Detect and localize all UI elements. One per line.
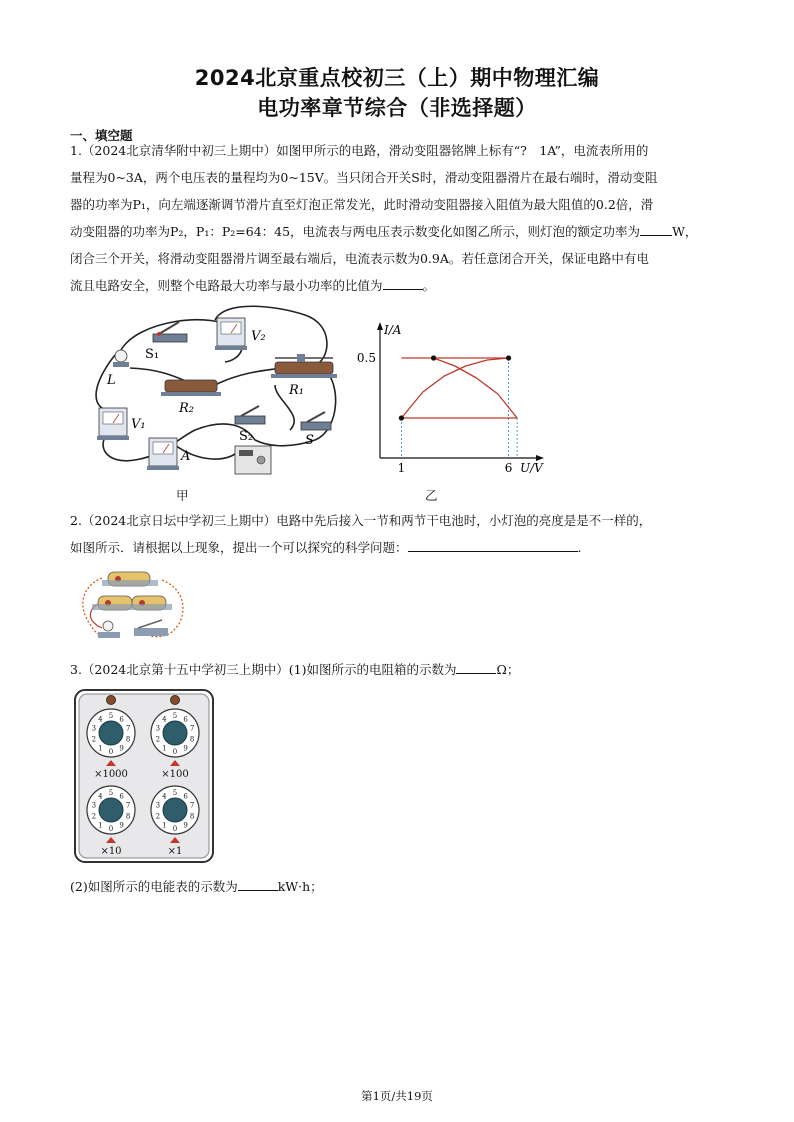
dial-digit: 0 <box>172 825 178 833</box>
resistance-box-figure <box>73 688 215 864</box>
dial-digit: 2 <box>91 812 97 821</box>
q1-line-6 <box>70 272 730 299</box>
battery-single <box>102 572 158 586</box>
q3-line-2-text: (2)如图所示的电能表的示数为 <box>70 879 238 894</box>
caption-yi: 乙 <box>425 488 438 503</box>
dial-digit: 2 <box>155 735 161 744</box>
dial-digit: 7 <box>189 801 195 810</box>
dial-digit: 8 <box>189 735 195 744</box>
data-point-2 <box>506 355 511 360</box>
label-r1: R₁ <box>289 383 304 398</box>
dial-digit: 5 <box>172 789 178 797</box>
label-a: A <box>181 449 191 464</box>
dial-digit: 1 <box>162 821 167 830</box>
dial-digit: 2 <box>155 812 161 821</box>
label-v2: V₂ <box>251 329 266 344</box>
dial-digit: 3 <box>91 801 97 810</box>
data-point-1 <box>431 355 436 360</box>
label-s1: S₁ <box>145 347 160 362</box>
label-s2: S₂ <box>239 429 254 444</box>
question-2 <box>70 507 730 561</box>
page-footer: 第1页/共19页 <box>361 1089 433 1103</box>
ammeter-a <box>147 438 179 470</box>
terminal-knob <box>107 696 116 705</box>
q1-line-4-unit: W， <box>672 224 698 239</box>
iu-chart-yi <box>352 322 552 482</box>
dial-digit: 1 <box>98 744 103 753</box>
dial-digit: 5 <box>172 712 178 720</box>
caption-jia: 甲 <box>176 488 189 503</box>
q3-answer-blank-2[interactable] <box>238 877 278 891</box>
series-line-3 <box>434 358 518 418</box>
q2-line-1: 2.（2024北京日坛中学初三上期中）电路中先后接入一节和两节干电池时，小灯泡的亮度是是不一样的， <box>70 513 652 528</box>
question-1 <box>70 137 730 299</box>
dial-digit: 3 <box>155 724 161 733</box>
dial-digit: 9 <box>183 821 188 830</box>
y-axis-arrow <box>377 322 383 330</box>
q1-answer-blank-2[interactable] <box>383 276 423 290</box>
data-point-0 <box>399 415 404 420</box>
dial-digit: 7 <box>125 801 131 810</box>
dial-digit: 6 <box>183 792 188 801</box>
label-v1: V₁ <box>131 417 146 432</box>
lamp-and-switch <box>98 620 168 638</box>
label-l: L <box>107 373 116 388</box>
q1-line-6-text: 流且电路安全，则整个电路最大功率与最小功率的比值为 <box>70 278 383 293</box>
switch-s <box>301 412 331 430</box>
terminal-knob <box>171 696 180 705</box>
dial-digit: 7 <box>125 724 131 733</box>
dial-digit: 4 <box>98 715 103 724</box>
power-supply <box>235 446 271 474</box>
resistor-r2 <box>161 380 221 396</box>
dial-digit: 5 <box>108 712 114 720</box>
dial-knob[interactable] <box>99 721 123 745</box>
dial-digit: 6 <box>119 715 124 724</box>
dial-digit: 2 <box>91 735 97 744</box>
dial-digit: 7 <box>189 724 195 733</box>
dial-digit: 0 <box>172 748 178 756</box>
dial-digit: 3 <box>91 724 97 733</box>
dial-knob[interactable] <box>163 721 187 745</box>
q1-line-4 <box>70 218 730 245</box>
q3-line-1 <box>70 656 730 683</box>
label-r2: R₂ <box>179 401 194 416</box>
y-tick-label-0.5: 0.5 <box>356 351 376 365</box>
q1-answer-blank-1[interactable] <box>640 222 672 236</box>
x-axis-label: U/V <box>520 461 543 475</box>
q2-answer-blank[interactable] <box>408 538 578 552</box>
battery-double <box>92 596 172 610</box>
dial-digit: 3 <box>155 801 161 810</box>
switch-s2 <box>235 406 265 424</box>
dial-knob[interactable] <box>163 798 187 822</box>
dial-digit: 4 <box>162 792 167 801</box>
dial-digit: 0 <box>108 825 114 833</box>
dial-digit: 0 <box>108 748 114 756</box>
q3-answer-blank-1[interactable] <box>456 660 496 674</box>
dial-multiplier-label: ×1000 <box>94 769 128 780</box>
q2-line-2-text: 如图所示．请根据以上现象，提出一个可以探究的科学问题： <box>70 540 408 555</box>
dial-digit: 4 <box>98 792 103 801</box>
q3-line-1-unit: Ω； <box>496 662 520 677</box>
question-3-part-1 <box>70 656 730 683</box>
question-3-part-2 <box>70 873 730 900</box>
rheostat-r1 <box>271 354 337 378</box>
dial-multiplier-label: ×100 <box>161 769 189 780</box>
battery-circuit-figure <box>72 566 192 648</box>
lamp-l <box>113 350 129 367</box>
dial-digit: 9 <box>119 821 124 830</box>
dial-digit: 8 <box>125 735 131 744</box>
label-s: S <box>305 433 314 448</box>
dial-digit: 5 <box>108 789 114 797</box>
dial-digit: 9 <box>119 744 124 753</box>
x-tick-label-1: 1 <box>397 461 406 475</box>
voltmeter-v1 <box>97 408 129 440</box>
q1-line-2: 量程为0~3A，两个电压表的量程均为0~15V。当只闭合开关S时，滑动变阻器滑片在最右端时，滑动变阻 <box>70 170 658 185</box>
q3-line-2 <box>70 873 730 900</box>
dial-multiplier-label: ×10 <box>100 846 122 857</box>
dial-digit: 6 <box>119 792 124 801</box>
q3-line-1-text: 3.（2024北京第十五中学初三上期中）(1)如图所示的电阻箱的示数为 <box>70 662 457 677</box>
q2-line-2 <box>70 534 730 561</box>
dial-digit: 6 <box>183 715 188 724</box>
page-title-line2: 电功率章节综合（非选择题） <box>257 96 537 120</box>
dial-knob[interactable] <box>99 798 123 822</box>
q3-line-2-unit: kW·h； <box>277 879 323 894</box>
dial-digit: 4 <box>162 715 167 724</box>
q1-line-3: 器的功率为P₁，向左端逐渐调节滑片直至灯泡正常发光，此时滑动变阻器接入阻值为最大阻值的0.2倍，滑 <box>70 197 654 212</box>
dial-digit: 1 <box>98 821 103 830</box>
dial-digit: 8 <box>125 812 131 821</box>
dial-digit: 1 <box>162 744 167 753</box>
series-line-2 <box>401 358 508 418</box>
q2-line-2-end: . <box>577 540 582 555</box>
dial-digit: 8 <box>189 812 195 821</box>
q1-line-1: 1.（2024北京清华附中初三上期中）如图甲所示的电路，滑动变阻器铭牌上标有“? 1A”，电流表所用的 <box>70 143 649 158</box>
y-axis-label: I/A <box>384 323 402 337</box>
q1-line-6-end: 。 <box>422 278 436 293</box>
q1-line-4-text: 动变阻器的功率为P₂，P₁：P₂=64：45，电流表与两电压表示数变化如图乙所示，则灯泡的额定功率为 <box>70 224 641 239</box>
section-heading: 一、填空题 <box>70 128 133 143</box>
q1-line-5: 闭合三个开关，将滑动变阻器滑片调至最右端后，电流表示数为0.9A。若任意闭合开关，保证电路中有电 <box>70 251 649 266</box>
dial-digit: 9 <box>183 744 188 753</box>
dial-multiplier-label: ×1 <box>167 846 183 857</box>
voltmeter-v2 <box>215 318 247 350</box>
page-title-line1: 2024北京重点校初三（上）期中物理汇编 <box>194 66 600 90</box>
x-tick-label-6: 6 <box>504 461 513 475</box>
circuit-figure-jia <box>75 300 350 480</box>
